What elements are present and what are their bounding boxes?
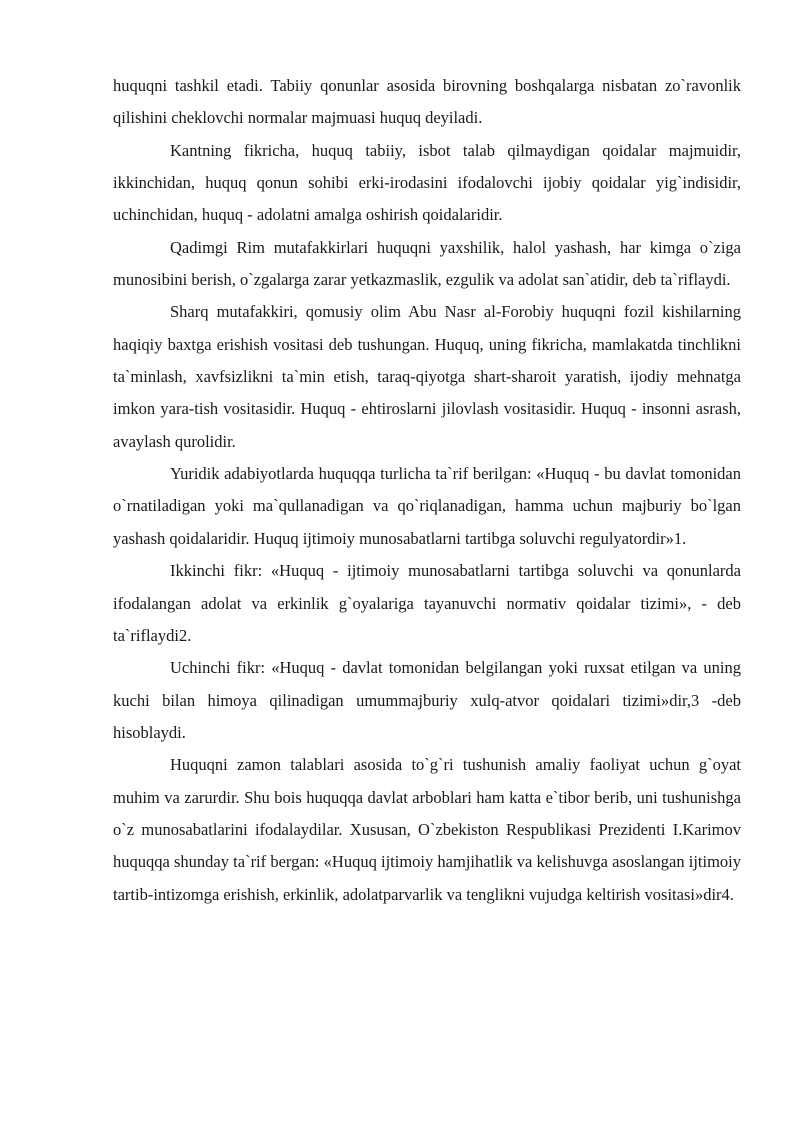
paragraph-5: Yuridik adabiyotlarda huquqqa turlicha ta`rif berilgan: «Huquq - bu davlat tomonidan o`rnatiladigan yoki ma`qullanadigan va qo`riqlanadigan, hamma uchun majburiy bo`lgan yashash qoidalaridir. Huquq ijtimoiy munosabatlarni tartibga soluvchi regulyatordir»1.	[113, 464, 741, 548]
paragraph-2: Kantning fikricha, huquq tabiiy, isbot talab qilmaydigan qoidalar majmuidir, ikkinchidan, huquq qonun sohibi erki-irodasini ifodalovchi ijobiy qoidalar yig`indisidir, uchinchidan, huquq - adolatni amalga oshirish qoidalaridir.	[113, 140, 741, 225]
paragraph-1: huquqni tashkil etadi. Tabiiy qonunlar asosida birovning boshqalarga nisbatan zo`ravonlik qilishini cheklovchi normalar majmuasi huquq deyiladi.	[113, 76, 741, 128]
paragraph-4: Sharq mutafakkiri, qomusiy olim Abu Nasr al-Forobiy huquqni fozil kishilarning haqiqiy baxtga erishish vositasi deb tushungan. Huquq, uning fikricha, mamlakatda tinchlikni ta`minlash, xavfsizlikni ta`min etish, taraq-qiyotga shart-sharoit yaratish, ijodiy mehnatga imkon yara-tish vositasidir. Huquq - ehtiroslarni jilovlash vositasidir. Huquq - insonni asrash, avaylash qurolidir.	[113, 302, 741, 451]
paragraph-8: Huquqni zamon talablari asosida to`g`ri tushunish amaliy faoliyat uchun g`oyat muhim va zarurdir. Shu bois huquqqa davlat arboblari ham katta e`tibor berib, uni tushunishga o`z munosabatlarini ifodalaydilar. Xususan, O`zbekiston Respublikasi Prezidenti I.Karimov huquqqa shunday ta`rif bergan: «Huquq ijtimoiy hamjihatlik va kelishuvga asoslangan ijtimoiy tartib-intizomga erishish, erkinlik, adolatparvarlik va tenglikni vujudga keltirish vositasi»dir4.	[113, 755, 741, 904]
paragraph-7: Uchinchi fikr: «Huquq - davlat tomonidan belgilangan yoki ruxsat etilgan va uning kuchi bilan himoya qilinadigan umummajburiy xulq-atvor qoidalari tizimi»dir,3 -deb hisoblaydi.	[113, 658, 741, 742]
paragraph-6: Ikkinchi fikr: «Huquq - ijtimoiy munosabatlarni tartibga soluvchi va qonunlarda ifodalangan adolat va erkinlik g`oyalariga tayanuvchi normativ qoidalar tizimi», - deb ta`riflaydi2.	[113, 561, 741, 645]
paragraph-3: Qadimgi Rim mutafakkirlari huquqni yaxshilik, halol yashash, har kimga o`ziga munosibini berish, o`zgalarga zarar yetkazmaslik, ezgulik va adolat san`atidir, deb ta`riflaydi.	[113, 237, 741, 290]
document-body	[113, 70, 741, 911]
